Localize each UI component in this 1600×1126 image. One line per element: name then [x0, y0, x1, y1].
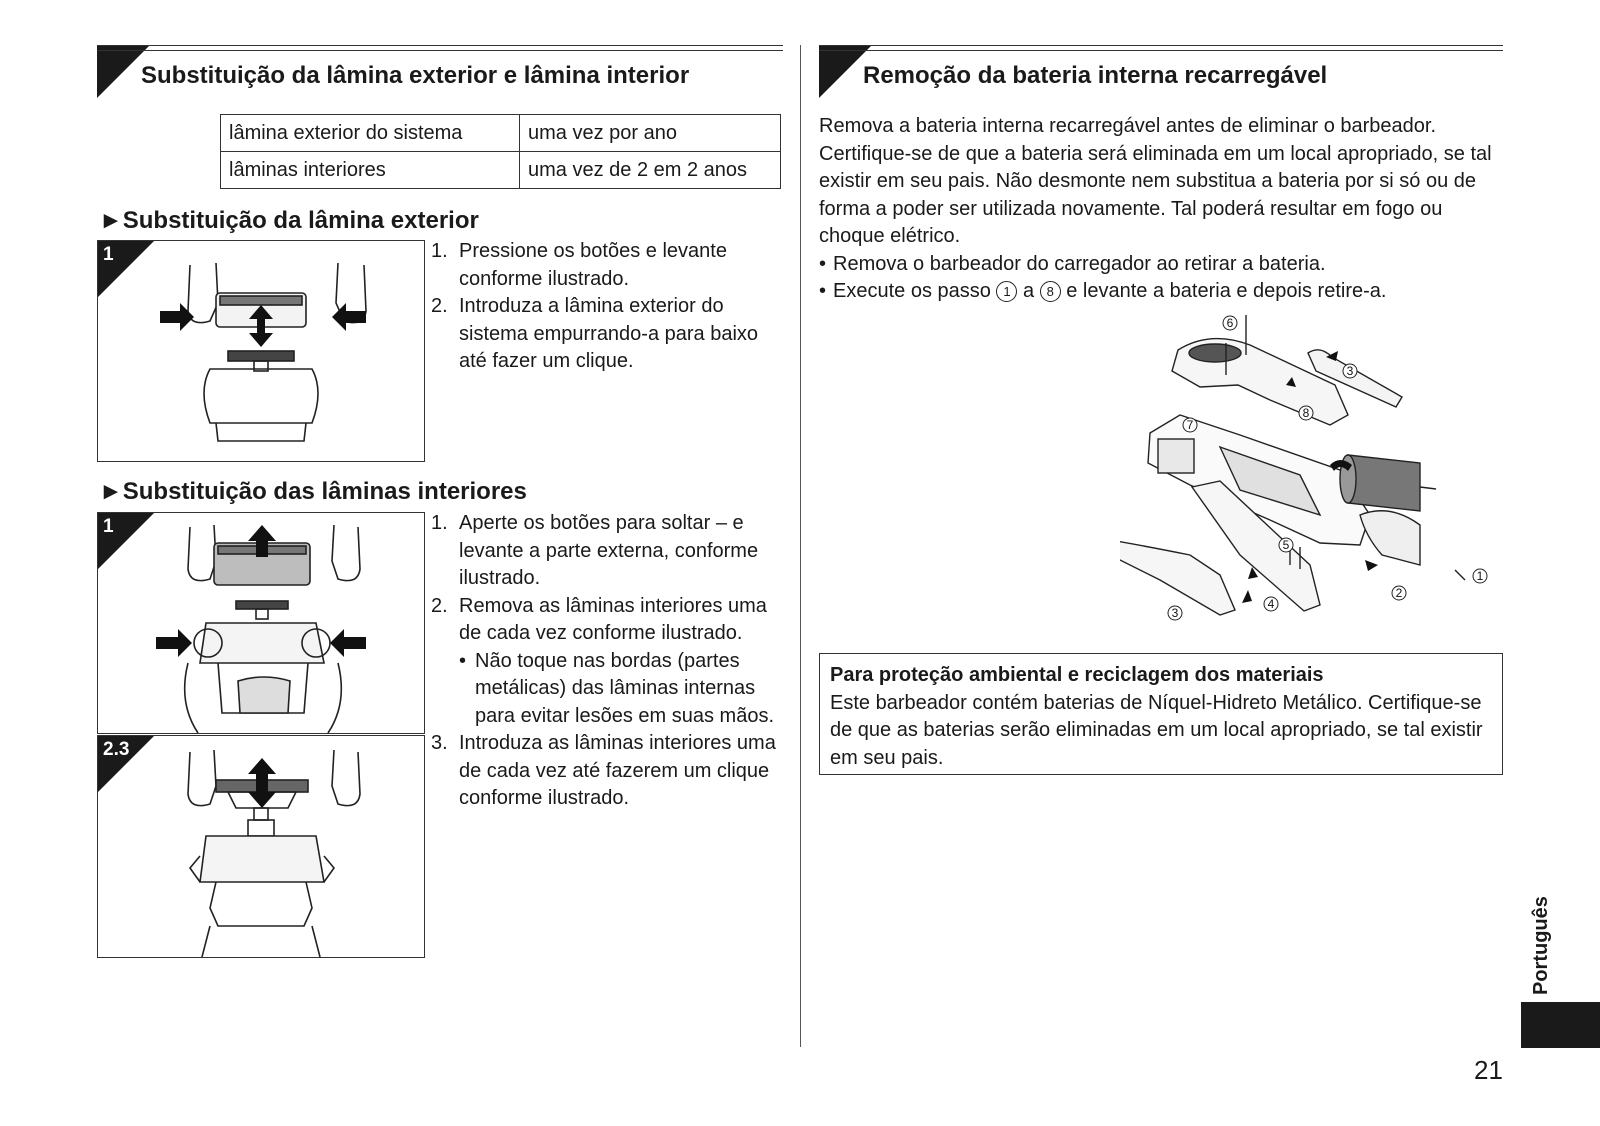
inner-blades-heading: ►Substituição das lâminas interiores [99, 478, 527, 505]
inner-blades-steps [431, 510, 783, 813]
bullet-text-part: Execute os passo [833, 280, 991, 302]
bullet-mark: • [819, 252, 827, 275]
table-cell: uma vez por ano [520, 115, 781, 152]
inner-blades-figure-2 [97, 735, 425, 958]
env-box-text: Este barbeador contém baterias de Níquel-Hidreto Metálico. Certifique-se de que as baterias serão eliminadas em um local apropriado, se tal existir em seu pais. [830, 691, 1483, 769]
right-section-header [819, 45, 1503, 100]
step-text: Remova as lâminas interiores uma de cada vez conforme ilustrado. [459, 594, 767, 644]
step-number: 1. [431, 240, 448, 262]
figure-step-label: 1 [103, 516, 114, 537]
outer-blade-figure [97, 240, 425, 462]
environmental-protection-box [819, 653, 1503, 775]
callout-8 [1299, 406, 1313, 420]
callout-1 [1473, 569, 1487, 583]
callout-7 [1183, 418, 1197, 432]
table-row [221, 152, 781, 189]
step-text: Introduza as lâminas interiores uma de cada vez até fazerem um clique conforme ilustrado. [459, 732, 776, 809]
step-text: Não toque nas bordas (partes metálicas) das lâminas internas para evitar lesões em suas mãos. [475, 649, 775, 727]
left-section-title: Substituição da lâmina exterior e lâmina interior [141, 62, 690, 89]
column-divider [800, 45, 801, 1047]
callout-3-top [1343, 364, 1357, 378]
intro-text: Remova a bateria interna recarregável antes de eliminar o barbeador. Certifique-se de que a bateria será eliminada em um local apropriado, se tal existir em seu pais. Não desmonte nem substitua a bateria por si só ou de forma a poder ser utilizada novamente. Tal poderá resultar em fogo ou choque elétrico. [819, 115, 1492, 247]
callout-5 [1279, 538, 1293, 552]
callout-text: 6 [1226, 316, 1234, 330]
replacement-interval-table [220, 114, 781, 189]
figure-step-label: 1 [103, 244, 114, 265]
callout-text: 3 [1346, 364, 1354, 378]
step-text: Aperte os botões para soltar – e levante a parte externa, conforme ilustrado. [459, 512, 759, 589]
callout-text: 8 [1302, 406, 1310, 420]
list-item [819, 251, 1503, 279]
figure-step-label: 2.3 [103, 739, 130, 760]
step-number: 1. [431, 512, 448, 534]
step-number: 3. [431, 732, 448, 754]
callout-text: 1 [1476, 569, 1484, 583]
callout-4 [1264, 597, 1278, 611]
step-callout: 1 [996, 281, 1017, 302]
bullet-text-part: e levante a bateria e depois retire-a. [1066, 280, 1387, 302]
list-item [431, 510, 783, 593]
bullet-mark: • [819, 280, 827, 302]
step-callout: 8 [1040, 281, 1061, 302]
bullet-mark: • [459, 649, 467, 672]
battery-instructions [819, 113, 1503, 306]
callout-text: 5 [1282, 538, 1290, 552]
list-item [819, 278, 1503, 306]
table-cell: lâminas interiores [221, 152, 520, 189]
bullet-text: Remova o barbeador do carregador ao retirar a bateria. [833, 252, 1326, 275]
step-text: Pressione os botões e levante conforme ilustrado. [459, 240, 727, 290]
step-number: 2. [431, 295, 448, 317]
language-label: Português [1530, 896, 1552, 995]
callout-text: 3 [1171, 606, 1179, 620]
list-item [431, 730, 783, 813]
outer-blade-heading: ►Substituição da lâmina exterior [99, 207, 479, 234]
right-section-title: Remoção da bateria interna recarregável [863, 62, 1328, 89]
list-item [431, 593, 783, 648]
outer-blade-steps [431, 238, 783, 376]
step-number: 2. [431, 594, 448, 617]
callout-6 [1223, 316, 1237, 330]
inner-blades-figure-1 [97, 512, 425, 734]
table-row [221, 115, 781, 152]
list-item [431, 293, 783, 376]
callout-text: 2 [1395, 586, 1403, 600]
page-number: 21 [1474, 1055, 1503, 1085]
step-text: Introduza a lâmina exterior do sistema empurrando-a para baixo até fazer um clique. [459, 295, 759, 372]
language-tab [1521, 1002, 1600, 1048]
left-section-header [97, 45, 783, 100]
callout-text: 7 [1186, 418, 1194, 432]
table-cell: lâmina exterior do sistema [221, 115, 520, 152]
battery-removal-diagram [1120, 315, 1515, 640]
callout-3-bottom [1168, 606, 1182, 620]
callout-2 [1392, 586, 1406, 600]
bullet-text-part: a [1023, 280, 1035, 302]
list-item [431, 238, 783, 293]
env-box-title: Para proteção ambiental e reciclagem dos materiais [830, 664, 1324, 686]
list-item [431, 648, 783, 731]
table-cell: uma vez de 2 em 2 anos [520, 152, 781, 189]
callout-text: 4 [1267, 597, 1275, 611]
